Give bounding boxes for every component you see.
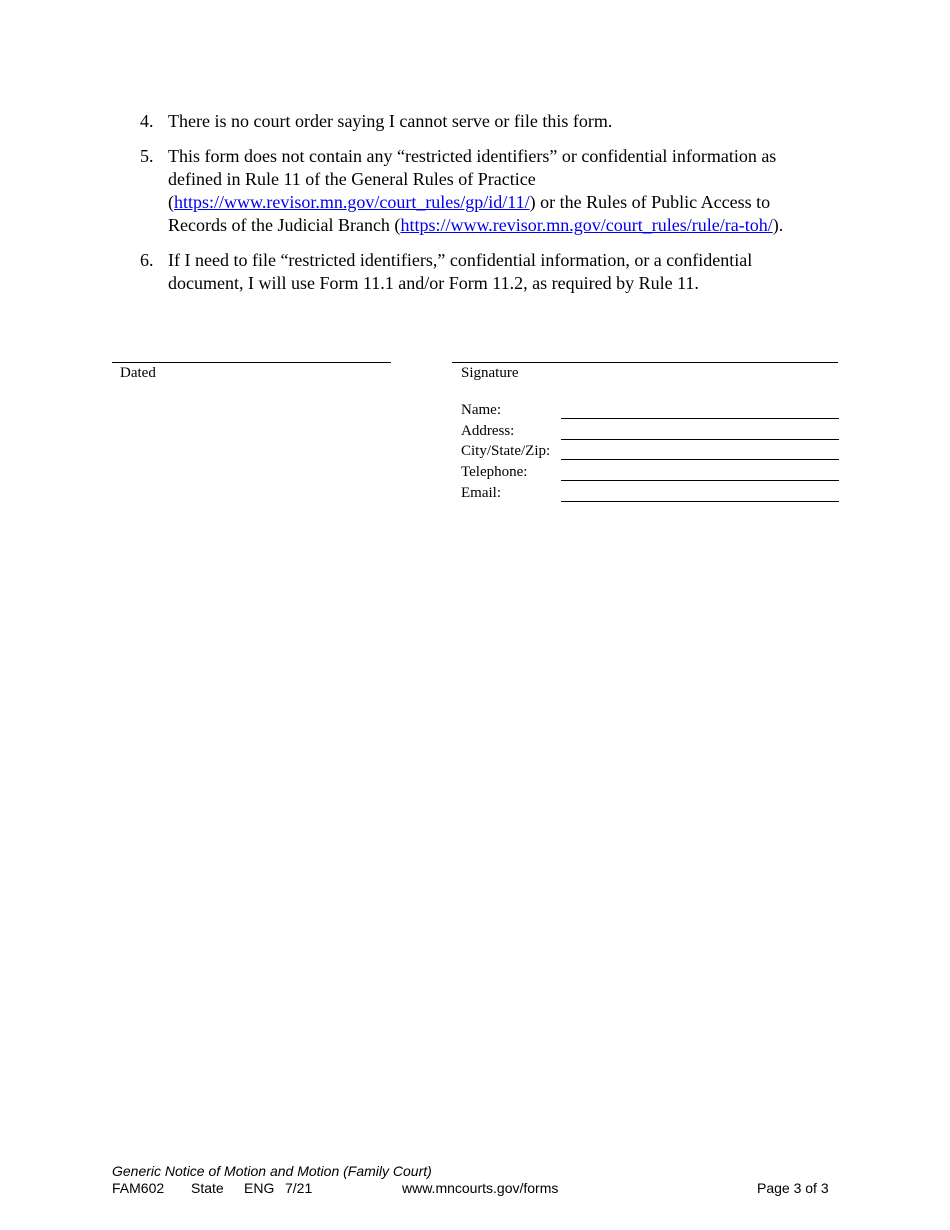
name-line[interactable] (561, 418, 839, 419)
statement-text: There is no court order saying I cannot serve or file this form. (168, 111, 613, 131)
footer-language: ENG (244, 1180, 275, 1196)
name-field[interactable] (461, 401, 839, 421)
dated-label: Dated (120, 365, 156, 381)
statement-number: 5. (140, 146, 154, 166)
footer-form-code: FAM602 (112, 1180, 165, 1196)
statement-item-4 (140, 110, 820, 133)
statement-text: ). (772, 215, 784, 235)
general-rules-link[interactable]: https://www.revisor.mn.gov/court_rules/gp/id/11/ (174, 192, 530, 212)
address-line[interactable] (561, 439, 839, 440)
statement-text: This form does not contain any “restricted identifiers” or confidential information as defined in Rule 11 of the General Rules of Practice ( (168, 146, 777, 212)
email-label: Email: (461, 485, 501, 501)
statement-number: 4. (140, 111, 154, 131)
address-field[interactable] (461, 422, 839, 442)
address-label: Address: (461, 423, 515, 439)
footer-revision: 7/21 (285, 1180, 313, 1196)
signature-line[interactable] (452, 362, 838, 363)
dated-line[interactable] (112, 362, 391, 363)
email-line[interactable] (561, 501, 839, 502)
city-state-zip-label: City/State/Zip: (461, 443, 551, 459)
public-access-rules-link[interactable]: https://www.revisor.mn.gov/court_rules/rule/ra-toh/ (400, 215, 773, 235)
telephone-field[interactable] (461, 463, 839, 483)
statement-list (140, 110, 820, 307)
footer-website: www.mncourts.gov/forms (402, 1180, 559, 1196)
name-label: Name: (461, 402, 501, 418)
statement-number: 6. (140, 250, 154, 270)
city-state-zip-line[interactable] (561, 459, 839, 460)
statement-text: If I need to file “restricted identifiers,” confidential information, or a confidential document, I will use Form 11.1 and/or Form 11.2, as required by Rule 11. (168, 250, 753, 293)
email-field[interactable] (461, 484, 839, 504)
statement-item-5 (140, 145, 820, 237)
signature-label: Signature (461, 365, 519, 381)
statement-item-6 (140, 249, 820, 295)
city-state-zip-field[interactable] (461, 442, 839, 462)
statement-text: ) or the Rules of Public Access to Records of the Judicial Branch ( (168, 192, 771, 235)
telephone-label: Telephone: (461, 464, 528, 480)
telephone-line[interactable] (561, 480, 839, 481)
footer-jurisdiction: State (191, 1180, 224, 1196)
footer-page-indicator: Page 3 of 3 (757, 1180, 829, 1196)
footer-form-title: Generic Notice of Motion and Motion (Family Court) (112, 1163, 432, 1179)
